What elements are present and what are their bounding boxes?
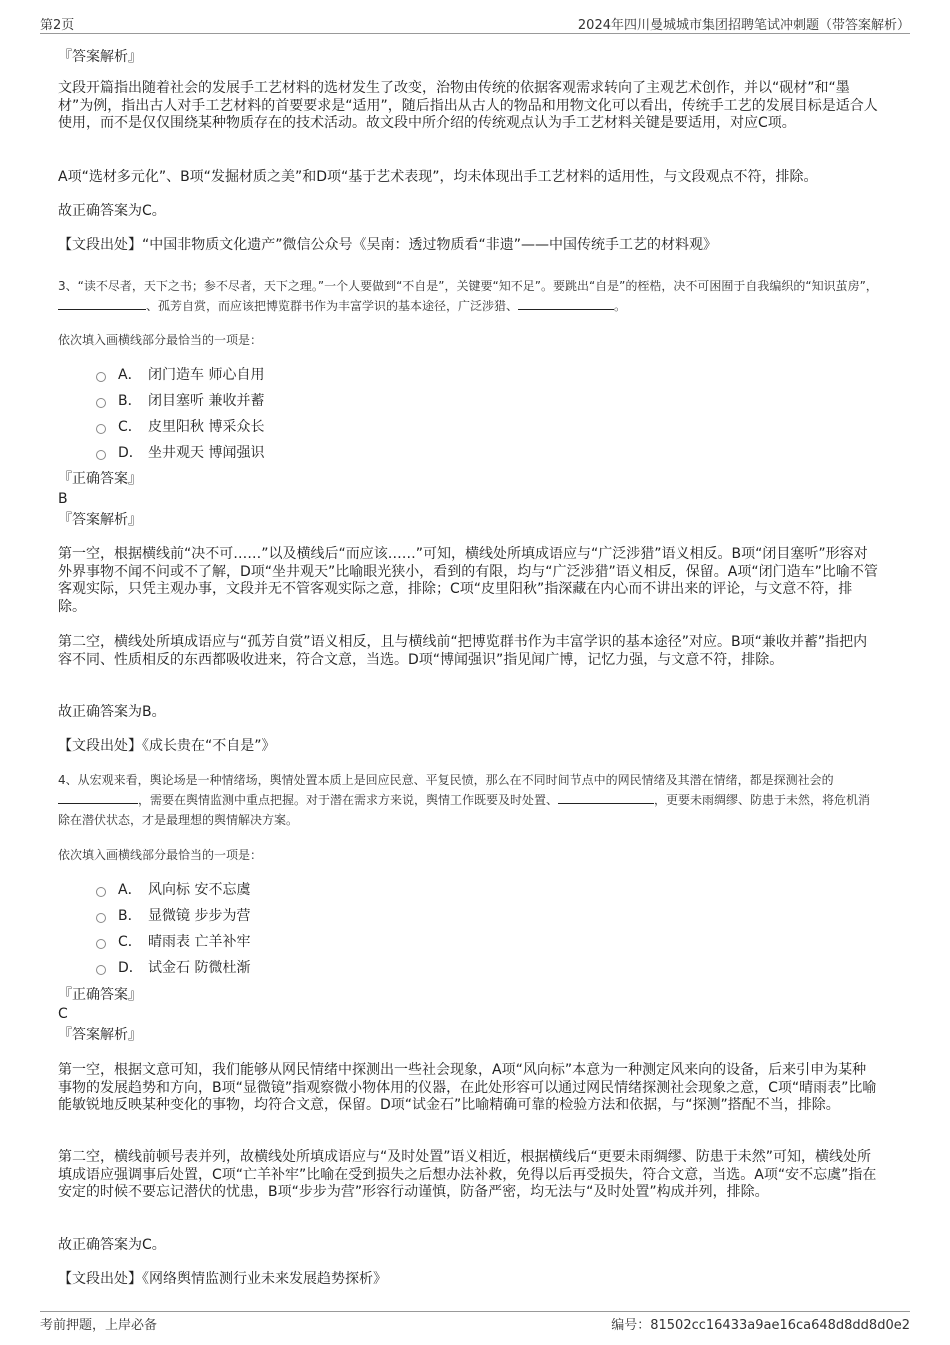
q3-blank-1 xyxy=(58,297,146,310)
page-number: 第2页 xyxy=(40,18,75,33)
q2-analysis-para-2: A项“选材多元化”、B项“发掘材质之美”和D项“基于艺术表现”，均未体现出手工艺材料的适用性，与文段观点不符，排除。 xyxy=(58,169,818,185)
footer-slogan: 考前押题，上岸必备 xyxy=(40,1318,158,1333)
radio-icon[interactable] xyxy=(96,372,106,382)
q3-answer-label: 『正确答案』 xyxy=(58,471,142,487)
q4-option-d[interactable]: D． 试金石 防微杜渐 xyxy=(96,959,250,977)
q2-analysis-para-1: 文段开篇指出随着社会的发展手工艺材料的选材发生了改变，治物由传统的依据客观需求转向了主观艺术创作，并以“砚材”和“墨材”为例，指出古人对手工艺材料的首要要求是“适用”，随后指出从古人的物品和用物文化可以看出，传统手工艺的发展目标是适合人使用，而不是仅仅围绕某种物质存在的技术活动。故文段中所介绍的传统观点认为手工艺材料关键是要适用，对应C项。 xyxy=(58,80,878,131)
q4-answer-statement: 故正确答案为C。 xyxy=(58,1237,166,1253)
q3-option-b[interactable]: B． 闭目塞听 兼收并蓄 xyxy=(96,392,264,410)
q3-prompt: 依次填入画横线部分最恰当的一项是： xyxy=(58,333,263,347)
header-divider xyxy=(40,33,910,34)
footer-divider xyxy=(40,1311,910,1312)
q3-option-c[interactable]: C． 皮里阳秋 博采众长 xyxy=(96,418,264,436)
q3-answer-statement: 故正确答案为B。 xyxy=(58,704,166,720)
q3-analysis-para-2: 第二空，横线处所填成语应与“孤芳自赏”语义相反，且与横线前“把博览群书作为丰富学识的基本途径”对应。B项“兼收并蓄”指把内容不同、性质相反的东西都吸收进来，符合文意，当选。D项“博闻强识”指见闻广博，记忆力强，与文意不符，排除。 xyxy=(58,634,868,668)
radio-icon[interactable] xyxy=(96,965,106,975)
q4-answer: C xyxy=(58,1006,68,1022)
q3-option-d[interactable]: D． 坐井观天 博闻强识 xyxy=(96,444,264,462)
q4-answer-label: 『正确答案』 xyxy=(58,987,142,1003)
radio-icon[interactable] xyxy=(96,887,106,897)
radio-icon[interactable] xyxy=(96,913,106,923)
q2-source: 【文段出处】“中国非物质文化遗产”微信公众号《吴南：透过物质看“非遗”——中国传统手工艺的材料观》 xyxy=(58,237,718,253)
radio-icon[interactable] xyxy=(96,398,106,408)
q4-blank-1 xyxy=(58,791,138,804)
q3-blank-2 xyxy=(518,297,614,310)
document-id: 编号：81502cc16433a9ae16ca648d8dd8d0e2 xyxy=(611,1318,910,1333)
q3-source: 【文段出处】《成长贵在“不自是”》 xyxy=(58,738,276,754)
radio-icon[interactable] xyxy=(96,424,106,434)
q4-stem: 4、从宏观来看，舆论场是一种情绪场，舆情处置本质上是回应民意、平复民愤，那么在不同时间节点中的网民情绪及其潜在情绪，都是探测社会的，需要在舆情监测中重点把握。对于潜在需求方来说，舆情工作既要及时处置、 ，更要未雨绸缪、防患于未然，将危机消除在潜伏状态，才是最理想的舆情解决方案。 xyxy=(58,773,871,827)
q2-answer-statement: 故正确答案为C。 xyxy=(58,203,166,219)
radio-icon[interactable] xyxy=(96,939,106,949)
q3-stem: 3、“读不尽者，天下之书；参不尽者，天下之理。”一个人要做到“不自是”，关键要“知不足”。要跳出“自是”的桎梏，决不可困囿于自我编织的“知识茧房”，、孤芳自赏，而应该把博览群书作为丰富学识的基本途径，广泛涉猎、 。 xyxy=(58,279,878,313)
q4-analysis-label: 『答案解析』 xyxy=(58,1027,142,1043)
q2-analysis-label: 『答案解析』 xyxy=(58,49,142,65)
radio-icon[interactable] xyxy=(96,450,106,460)
q4-source: 【文段出处】《网络舆情监测行业未来发展趋势探析》 xyxy=(58,1271,387,1287)
q3-analysis-para-1: 第一空，根据横线前“决不可……”以及横线后“而应该……”可知，横线处所填成语应与“广泛涉猎”语义相反。B项“闭目塞听”形容对外界事物不闻不问或不了解，D项“坐井观天”比喻眼光狭小，看到的有限，均与“广泛涉猎”语义相反，保留。A项“闭门造车”比喻不管客观实际，只凭主观办事，文段并无不管客观实际之意，排除；C项“皮里阳秋”指深藏在内心而不讲出来的评论，与文意不符，排除。 xyxy=(58,546,878,615)
q3-answer: B xyxy=(58,491,68,507)
q4-blank-2 xyxy=(558,791,654,804)
q4-option-a[interactable]: A． 风向标 安不忘虞 xyxy=(96,881,250,899)
q3-analysis-label: 『答案解析』 xyxy=(58,512,142,528)
q4-analysis-para-1: 第一空，根据文意可知，我们能够从网民情绪中探测出一些社会现象，A项“风向标”本意为一种测定风来向的设备，后来引申为某种事物的发展趋势和方向，B项“显微镜”指观察微小物体用的仪器，在此处形容可以通过网民情绪探测社会现象之意，C项“晴雨表”比喻能敏锐地反映某种变化的事物，均符合文意，保留。D项“试金石”比喻精确可靠的检验方法和依据，与“探测”搭配不当，排除。 xyxy=(58,1062,877,1113)
q4-option-b[interactable]: B． 显微镜 步步为营 xyxy=(96,907,250,925)
q4-prompt: 依次填入画横线部分最恰当的一项是： xyxy=(58,848,263,862)
q4-analysis-para-2: 第二空，横线前顿号表并列，故横线处所填成语应与“及时处置”语义相近，根据横线后“更要未雨绸缪、防患于未然”可知，横线处所填成语应强调事后处置，C项“亡羊补牢”比喻在受到损失之后想办法补救，免得以后再受损失，符合文意，当选。A项“安不忘虞”指在安定的时候不要忘记潜伏的忧患，B项“步步为营”形容行动谨慎，防备严密，均无法与“及时处置”构成并列，排除。 xyxy=(58,1149,877,1200)
q4-option-c[interactable]: C． 晴雨表 亡羊补牢 xyxy=(96,933,250,951)
q3-option-a[interactable]: A． 闭门造车 师心自用 xyxy=(96,366,264,384)
document-title: 2024年四川曼城城市集团招聘笔试冲刺题（带答案解析） xyxy=(577,18,910,33)
